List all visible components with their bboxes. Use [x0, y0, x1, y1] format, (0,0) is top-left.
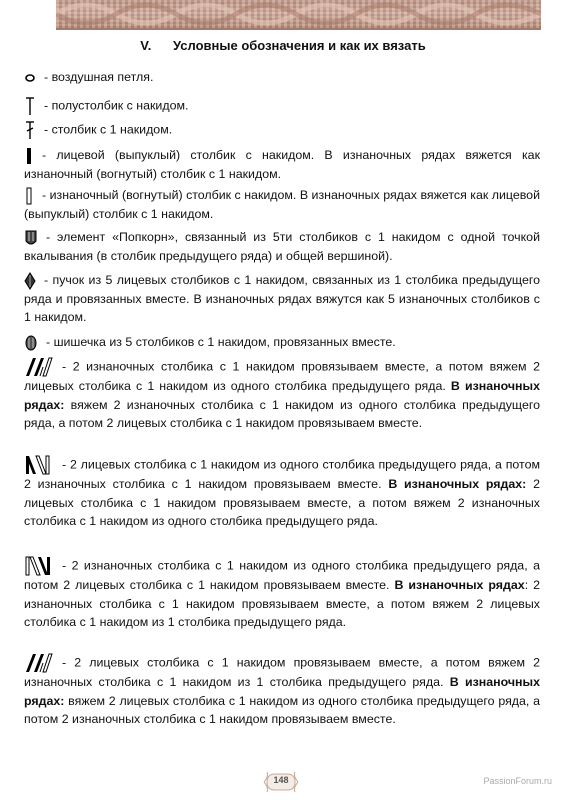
- legend-text: - шишечка из 5 столбиков с 1 накидом, провязанных вместе.: [46, 335, 396, 349]
- increase-cross-alt-icon: [24, 556, 54, 576]
- increase-cross-icon: [24, 455, 54, 475]
- back-post-dc-icon: [24, 187, 34, 205]
- section-numeral: V.: [140, 38, 152, 53]
- legend-text: : 2 изнаночных столбика с 1 накидом провязываем вместе, а потом вяжем 2 лицевых столбика с 1 накидом из 1 столбика предыдущего ряда.: [24, 578, 540, 630]
- legend-entry: [24, 357, 540, 433]
- legend-text: вяжем 2 изнаночных столбика с 1 накидом из одного столбика предыдущего ряда, а потом 2 лицевых столбика с 1 накидом провязываем вместе.: [24, 397, 540, 431]
- legend-entry: [24, 68, 540, 87]
- legend-bold-text: В изнаночных рядах:: [24, 379, 540, 412]
- cluster-icon: [24, 272, 36, 290]
- legend-text: - 2 изнаночных столбика с 1 накидом из одного столбика предыдущего ряда, а потом 2 лицевых столбика с 1 накидом провязываем вместе.: [24, 558, 540, 592]
- legend-text: - элемент «Попкорн», связанный из 5ти столбиков с 1 накидом с одной точкой вкалывания (в столбик предыдущего ряда) и общей вершиной).: [24, 230, 540, 263]
- legend-text: - пучок из 5 лицевых столбиков с 1 накидом, связанных из 1 столбика предыдущего ряда и провязанных вместе. В изнаночных рядах вяжутся как 5 изнаночных столбиков с 1 накидом.: [24, 273, 540, 325]
- popcorn-icon: [24, 229, 38, 247]
- legend-text: - полустолбик с накидом.: [44, 98, 189, 113]
- watermark: PassionForum.ru: [483, 776, 552, 786]
- half-double-crochet-icon: [24, 96, 36, 116]
- legend-text: - лицевой (выпуклый) столбик с накидом. В изнаночных рядах вяжется как изнаночный (вогнутый) столбик с 1 накидом.: [24, 148, 540, 181]
- legend-text: - столбик с 1 накидом.: [44, 122, 173, 137]
- legend-text: - изнаночный (вогнутый) столбик с накидом. В изнаночных рядах вяжется как лицевой (выпуклый) столбик с 1 накидом.: [24, 188, 540, 221]
- decrease-cross-icon: [24, 357, 54, 377]
- legend-entry: [24, 455, 540, 531]
- legend-entry: [24, 333, 540, 352]
- legend-text: - 2 лицевых столбика с 1 накидом провязываем вместе, а потом вяжем 2 изнаночных столбика с 1 накидом из 1 столбика предыдущего ряда.: [24, 655, 540, 689]
- decorative-banner: [56, 0, 541, 30]
- double-crochet-icon: [24, 120, 36, 140]
- section-title-text: Условные обозначения и как их вязать: [173, 38, 426, 53]
- legend-entry: [24, 120, 540, 140]
- legend-entry: [24, 228, 540, 265]
- decrease-cross-alt-icon: [24, 653, 54, 673]
- legend-entry: [24, 271, 540, 327]
- legend-bold-text: В изнаночных рядах:: [388, 477, 527, 491]
- legend-entry: [24, 146, 540, 183]
- bobble-icon: [24, 334, 38, 352]
- legend-text: - воздушная петля.: [44, 70, 154, 84]
- legend-text: - 2 изнаночных столбика с 1 накидом провязываем вместе, а потом вяжем 2 лицевых столбика с 1 накидом из одного столбика предыдущего ряда.: [24, 359, 540, 393]
- legend-entry: [24, 186, 540, 223]
- legend-entry: [24, 556, 540, 632]
- legend-text: - 2 лицевых столбика с 1 накидом из одного столбика предыдущего ряда, а потом 2 изнаночных столбика с 1 накидом провязываем вместе.: [24, 457, 540, 491]
- page-number: 148: [273, 775, 289, 785]
- legend-text: вяжем 2 лицевых столбика с 1 накидом из одного столбика предыдущего ряда, а потом 2 изнаночных столбика с 1 накидом провязываем вместе.: [24, 693, 540, 727]
- front-post-dc-icon: [24, 147, 34, 165]
- chain-stitch-icon: [24, 73, 36, 83]
- legend-entry: [24, 96, 540, 116]
- legend-text: 2 лицевых столбика с 1 накидом провязываем вместе, а потом вяжем 2 изнаночных столбика с 1 накидом из одного столбика предыдущего ряда.: [24, 477, 540, 529]
- legend-bold-text: В изнаночных рядах:: [24, 675, 541, 708]
- section-title: [0, 38, 566, 53]
- legend-bold-text: В изнаночных рядах: [394, 578, 525, 592]
- legend-entry: [24, 653, 540, 729]
